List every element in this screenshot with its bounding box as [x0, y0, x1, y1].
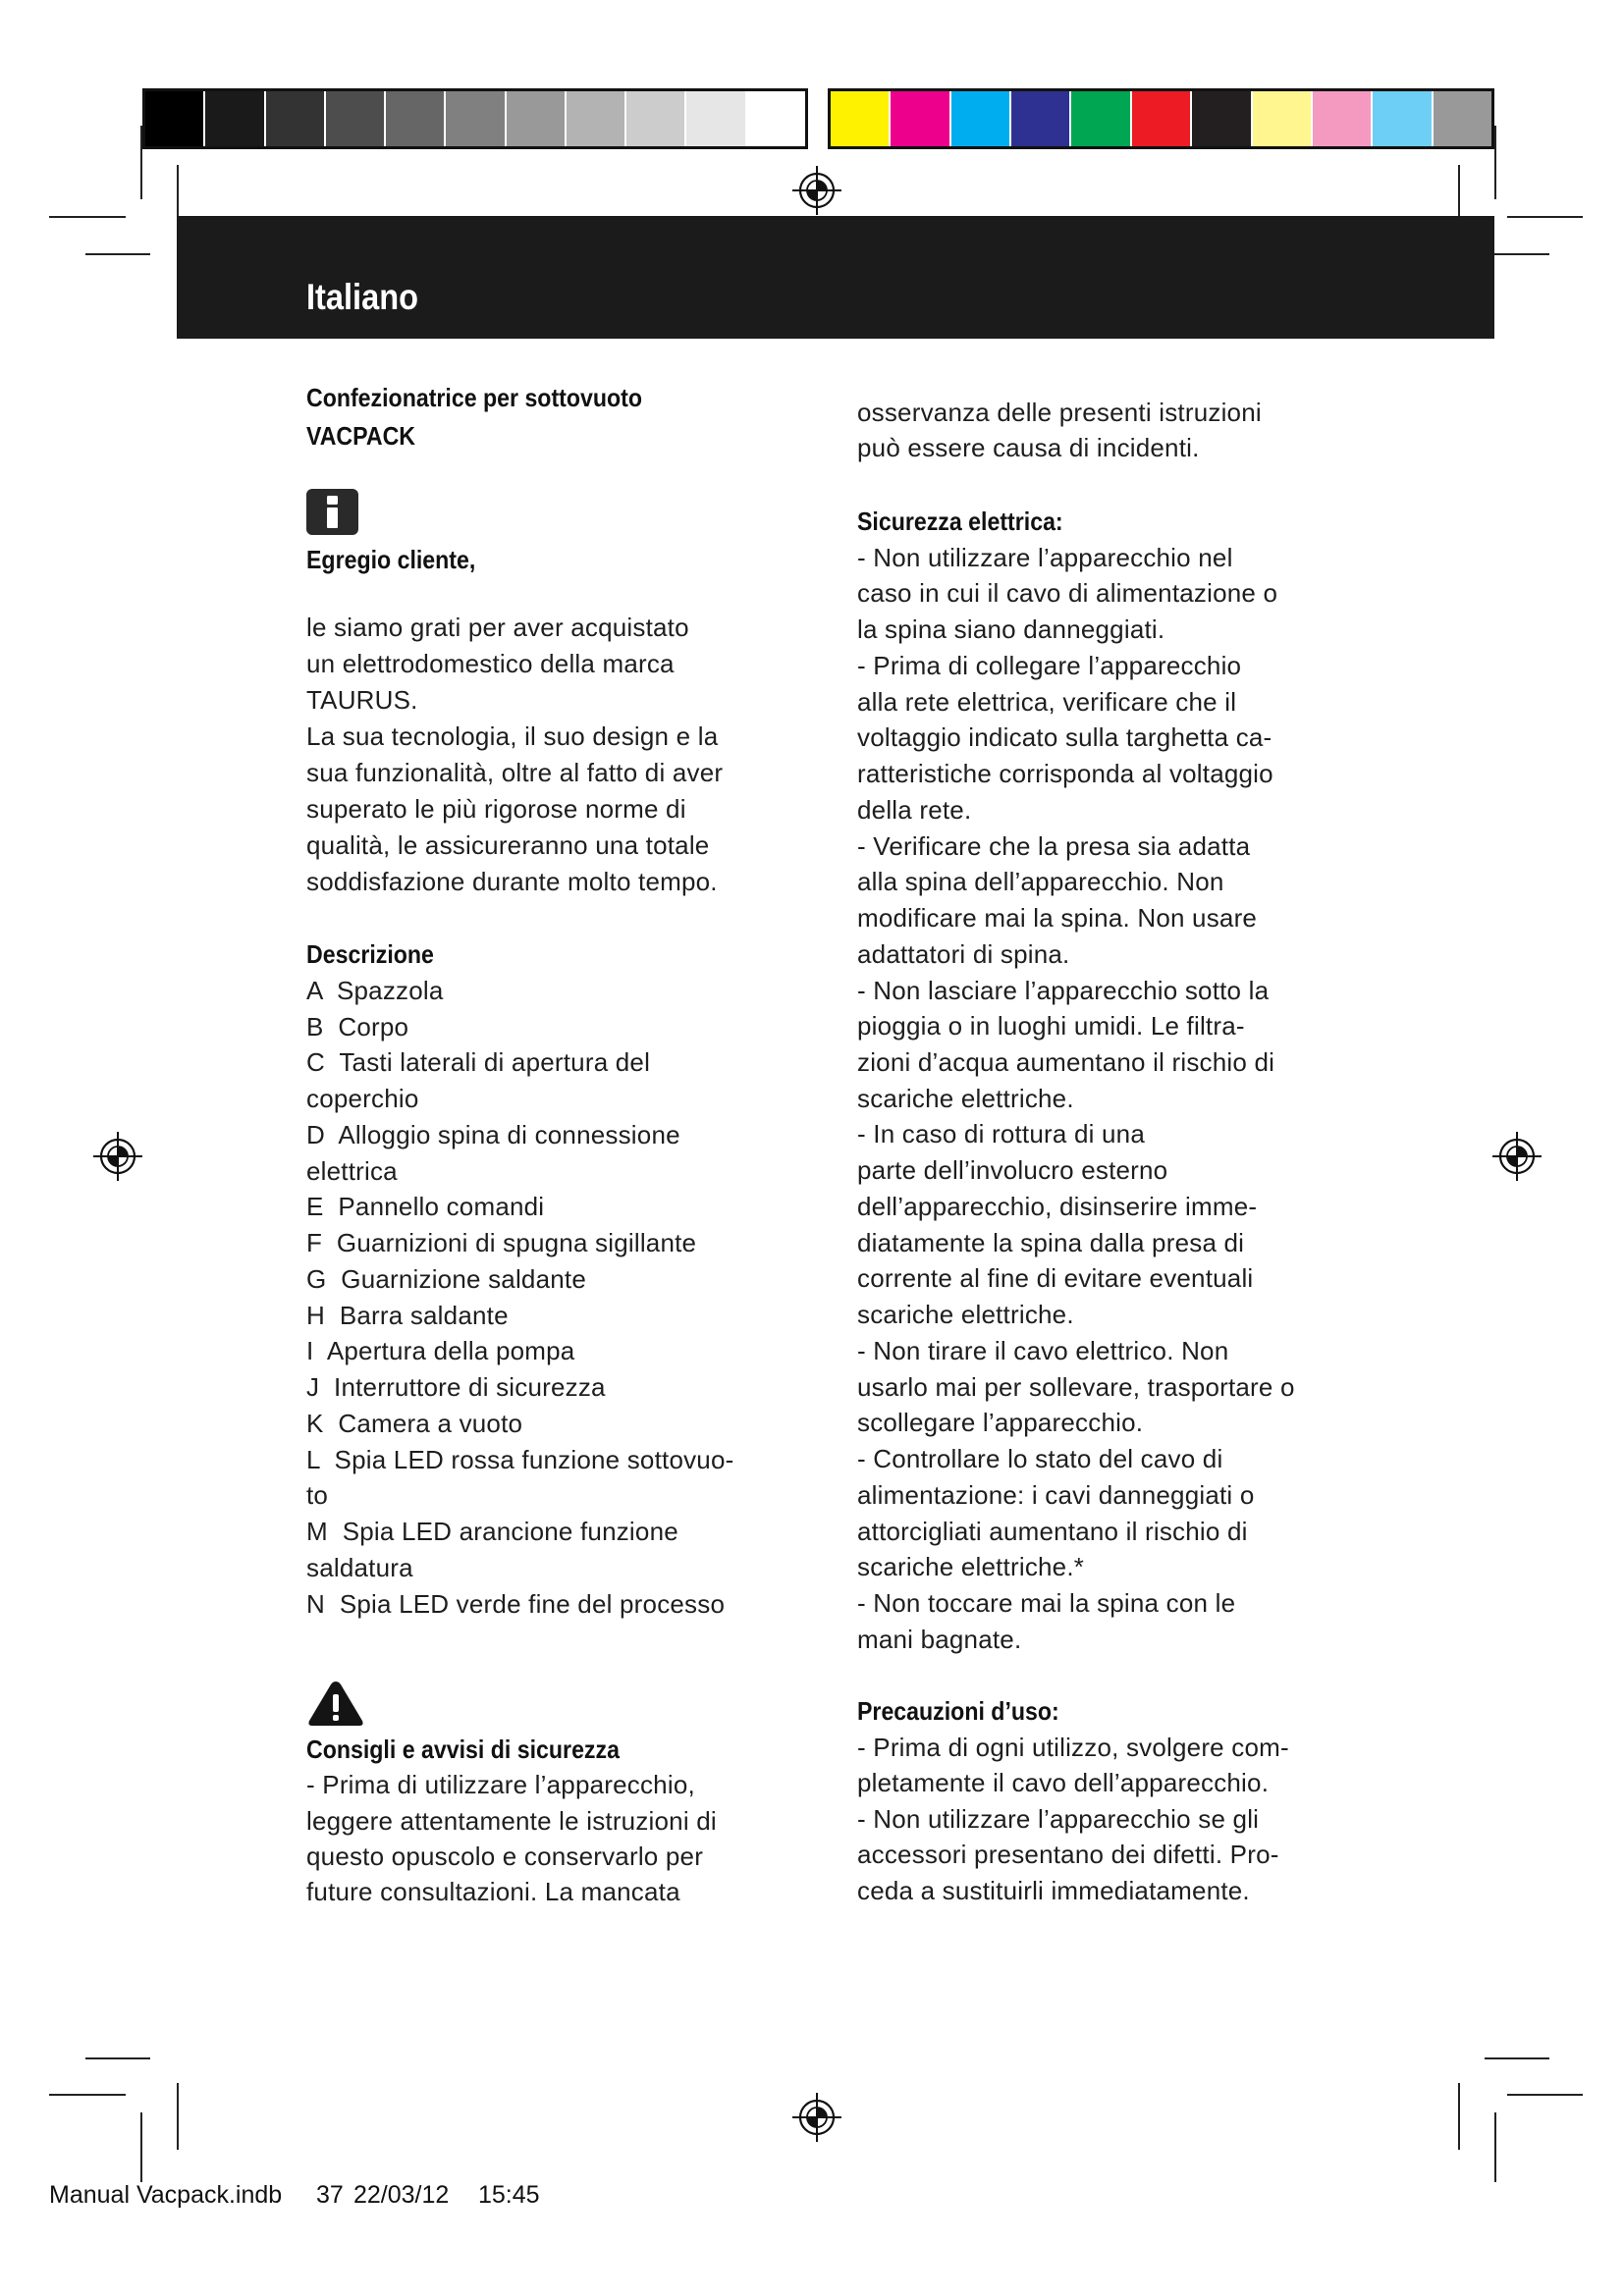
crop-mark: [1507, 216, 1583, 218]
text-line: della rete.: [857, 794, 972, 825]
description-heading: Descrizione: [306, 939, 434, 969]
text-line: la spina siano danneggiati.: [857, 614, 1165, 645]
text-line: - Non lasciare l’apparecchio sotto la: [857, 975, 1270, 1005]
intro-paragraph: [306, 610, 723, 900]
text-line: mani bagnate.: [857, 1624, 1022, 1654]
safety-paragraph: [306, 1767, 717, 1909]
text-line: dell’apparecchio, disinserire imme-: [857, 1191, 1258, 1221]
footer-time: 15:45: [478, 2181, 540, 2209]
text-line: soddisfazione durante molto tempo.: [306, 867, 718, 896]
list-item: saldatura: [306, 1552, 413, 1582]
color-patch: [1011, 91, 1069, 146]
greeting: Egregio cliente,: [306, 545, 476, 574]
list-item: M Spia LED arancione funzione: [306, 1517, 678, 1546]
precautions-heading: Precauzioni d’uso:: [857, 1696, 1059, 1726]
list-item: E Pannello comandi: [306, 1192, 545, 1222]
text-line: scariche elettriche.*: [857, 1552, 1085, 1582]
color-patch: [1373, 91, 1431, 146]
crop-mark: [1507, 2094, 1583, 2096]
safety-heading: Consigli e avvisi di sicurezza: [306, 1735, 620, 1764]
text-line: - In caso di rottura di una: [857, 1119, 1145, 1149]
text-line: corrente al fine di evitare eventuali: [857, 1263, 1254, 1294]
text-line: - Non utilizzare l’apparecchio se gli: [857, 1803, 1260, 1834]
list-item: H Barra saldante: [306, 1300, 509, 1330]
text-line: può essere causa di incidenti.: [857, 433, 1200, 462]
precautions-paragraph: [857, 1730, 1289, 1909]
text-line: pioggia o in luoghi umidi. Le filtra-: [857, 1011, 1245, 1041]
footer-file-name: Manual Vacpack.indb: [49, 2181, 283, 2209]
text-line: TAURUS.: [306, 685, 418, 715]
text-line: pletamente il cavo dell’apparecchio.: [857, 1768, 1270, 1798]
registration-mark-icon: [90, 1129, 145, 1184]
registration-mark-icon: [789, 163, 844, 218]
electrical-safety-heading: Sicurezza elettrica:: [857, 507, 1063, 536]
gray-patch: [386, 91, 444, 146]
language-title: Italiano: [306, 277, 418, 317]
text-line: La sua tecnologia, il suo design e la: [306, 721, 719, 751]
list-item: B Corpo: [306, 1011, 409, 1041]
text-line: zioni d’acqua aumentano il rischio di: [857, 1047, 1275, 1077]
text-line: modificare mai la spina. Non usare: [857, 903, 1258, 934]
list-item: A Spazzola: [306, 975, 444, 1005]
text-line: questo opuscolo e conservarlo per: [306, 1841, 704, 1871]
text-line: accessori presentano dei difetti. Pro-: [857, 1840, 1279, 1870]
text-line: voltaggio indicato sulla targhetta ca-: [857, 722, 1272, 753]
text-line: scariche elettriche.: [857, 1300, 1074, 1330]
crop-mark: [177, 2083, 179, 2150]
gray-patch: [567, 91, 624, 146]
crop-mark: [49, 2094, 126, 2096]
crop-mark: [49, 216, 126, 218]
text-line: - Non utilizzare l’apparecchio nel: [857, 542, 1233, 572]
crop-mark: [1458, 165, 1460, 221]
crop-mark: [140, 126, 142, 199]
text-line: leggere attentamente le istruzioni di: [306, 1805, 717, 1836]
gray-patch: [326, 91, 384, 146]
text-line: ceda a sustituirli immediatamente.: [857, 1875, 1250, 1905]
registration-mark-icon: [1489, 1129, 1544, 1184]
gray-patch: [626, 91, 684, 146]
text-line: osservanza delle presenti istruzioni: [857, 398, 1262, 427]
crop-mark: [85, 2057, 150, 2059]
gray-patch: [747, 91, 805, 146]
text-line: scariche elettriche.: [857, 1083, 1074, 1113]
text-line: future consultazioni. La mancata: [306, 1877, 680, 1907]
crop-mark: [85, 253, 150, 255]
text-line: superato le più rigorose norme di: [306, 794, 686, 824]
text-line: parte dell’involucro esterno: [857, 1155, 1168, 1186]
color-patch: [891, 91, 948, 146]
text-line: alimentazione: i cavi danneggiati o: [857, 1479, 1255, 1510]
text-line: sua funzionalità, oltre al fatto di aver: [306, 758, 724, 787]
text-line: scollegare l’apparecchio.: [857, 1408, 1144, 1438]
list-item: J Interruttore di sicurezza: [306, 1372, 606, 1402]
text-line: un elettrodomestico della marca: [306, 649, 675, 678]
gray-patch: [145, 91, 203, 146]
list-item: N Spia LED verde fine del processo: [306, 1588, 726, 1619]
gray-patch: [446, 91, 504, 146]
list-item: F Guarnizioni di spugna sigillante: [306, 1228, 697, 1257]
gray-patch: [266, 91, 324, 146]
crop-mark: [1458, 2083, 1460, 2150]
color-patch: [1434, 91, 1491, 146]
list-item: I Apertura della pompa: [306, 1336, 575, 1366]
list-item: K Camera a vuoto: [306, 1408, 523, 1438]
text-line: qualità, le assicureranno una totale: [306, 830, 710, 860]
description-list: [306, 973, 733, 1623]
list-item: coperchio: [306, 1084, 419, 1113]
continuation-paragraph: [857, 395, 1262, 465]
crop-mark: [140, 2112, 142, 2182]
color-patch: [1192, 91, 1250, 146]
color-patch: [1071, 91, 1129, 146]
text-line: alla spina dell’apparecchio. Non: [857, 867, 1224, 897]
crop-mark: [1494, 2112, 1496, 2182]
list-item: D Alloggio spina di connessione: [306, 1119, 680, 1149]
text-line: - Controllare lo stato del cavo di: [857, 1444, 1223, 1474]
product-title-line: Confezionatrice per sottovuoto: [306, 383, 642, 412]
footer-date: 22/03/12: [353, 2181, 450, 2209]
product-title: [306, 379, 642, 455]
registration-mark-icon: [789, 2090, 844, 2145]
color-patch: [1132, 91, 1190, 146]
warning-icon: [306, 1679, 365, 1728]
list-item: elettrica: [306, 1155, 398, 1186]
text-line: - Verificare che la presa sia adatta: [857, 830, 1251, 861]
text-line: usarlo mai per sollevare, trasportare o: [857, 1371, 1295, 1402]
text-line: caso in cui il cavo di alimentazione o: [857, 578, 1278, 609]
process-color-bar: [828, 88, 1494, 149]
text-line: - Non tirare il cavo elettrico. Non: [857, 1335, 1229, 1365]
info-icon: [306, 489, 358, 535]
list-item: to: [306, 1480, 329, 1511]
crop-mark: [1494, 126, 1496, 199]
color-patch: [1253, 91, 1311, 146]
crop-mark: [1485, 2057, 1549, 2059]
list-item: L Spia LED rossa funzione sottovuo-: [306, 1444, 734, 1474]
language-header-band: [177, 216, 1494, 339]
text-line: adattatori di spina.: [857, 938, 1070, 969]
color-patch: [1313, 91, 1371, 146]
text-line: ratteristiche corrisponda al voltaggio: [857, 759, 1273, 789]
electrical-safety-paragraph: [857, 540, 1295, 1658]
text-line: le siamo grati per aver acquistato: [306, 613, 689, 642]
list-item: C Tasti laterali di apertura del: [306, 1047, 651, 1078]
text-line: diatamente la spina dalla presa di: [857, 1227, 1245, 1257]
gray-patch: [507, 91, 565, 146]
color-patch: [831, 91, 889, 146]
text-line: - Non toccare mai la spina con le: [857, 1588, 1236, 1619]
list-item: G Guarnizione saldante: [306, 1263, 586, 1294]
product-title-line: VACPACK: [306, 421, 415, 451]
text-line: - Prima di ogni utilizzo, svolgere com-: [857, 1732, 1289, 1762]
text-line: attorcigliati aumentano il rischio di: [857, 1516, 1248, 1546]
grayscale-color-bar: [142, 88, 808, 149]
text-line: - Prima di collegare l’apparecchio: [857, 650, 1242, 680]
footer-page-number: 37: [316, 2181, 344, 2209]
text-line: - Prima di utilizzare l’apparecchio,: [306, 1770, 695, 1800]
gray-patch: [205, 91, 263, 146]
gray-patch: [686, 91, 744, 146]
text-line: alla rete elettrica, verificare che il: [857, 686, 1237, 717]
color-patch: [951, 91, 1009, 146]
crop-mark: [177, 165, 179, 221]
